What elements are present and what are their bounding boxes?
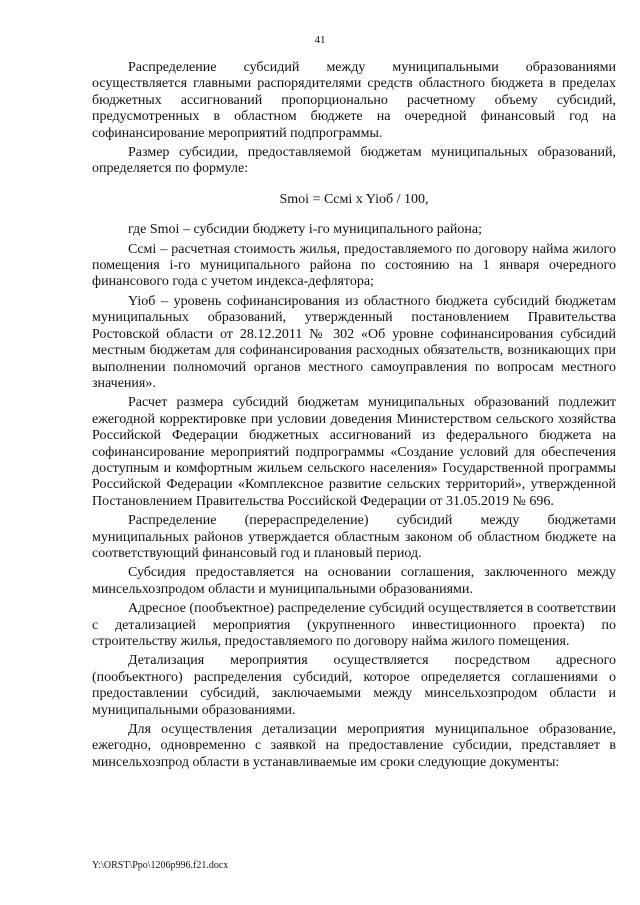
paragraph: Субсидия предоставляется на основании соглашения, заключенного между минсельхозпродом области и муниципальными образованиями. bbox=[92, 565, 616, 597]
paragraph: Расчет размера субсидий бюджетам муниципальных образований подлежит ежегодной корректировке при условии доведения Министерством сельского хозяйства Российской Федерации бюджетных ассигнований из федерального бюджета на софинансирование мероприятий подпрограммы «Создание условий для обеспечения доступным и комфортным жильем сельского населения» Государственной программы Российской Федерации «Комплексное развитие сельских территорий», утвержденной Постановлением Правительства Российской Федерации от 31.05.2019 № 696. bbox=[92, 395, 616, 509]
definition-paragraph: Yioб – уровень софинансирования из областного бюджета субсидий бюджетам муниципальных образований, утвержденный постановлением Правительства Ростовской области от 28.12.2011 № 302 «Об уровне софинансирования субсидий местным бюджетам для софинансирования расходных обязательств, возникающих при выполнении полномочий органов местного самоуправления по вопросам местного значения». bbox=[92, 293, 616, 391]
paragraph: Распределение (перераспределение) субсидий между бюджетами муниципальных районов утверждается областным законом об областном бюджете на соответствующий финансовый год и плановый период. bbox=[92, 513, 616, 561]
definition-paragraph: Ccмi – расчетная стоимость жилья, предоставляемого по договору найма жилого помещения i-го муниципального района по состоянию на 1 января очередного финансового года с учетом индекса-дефлятора; bbox=[92, 241, 616, 290]
paragraph: Для осуществления детализации мероприятия муниципальное образование, ежегодно, одновременно с заявкой на предоставление субсидии, представляет в минсельхозпрод области в устанавливаемые им сроки следующие документы: bbox=[92, 722, 616, 770]
paragraph: Адресное (пообъектное) распределение субсидий осуществляется в соответствии с детализацией мероприятия (укрупненного инвестиционного проекта) по строительству жилья, предоставляемого по договору найма жилого помещения. bbox=[92, 601, 616, 649]
paragraph: Детализация мероприятия осуществляется посредством адресного (пообъектного) распределения субсидий, которое определяется соглашениями о предоставлении субсидий, заключаемыми между минсельхозпродом области и муниципальными образованиями. bbox=[92, 653, 616, 718]
definition-paragraph: где Smoi – субсидии бюджету i-го муниципального района; bbox=[128, 222, 483, 238]
page-number: 41 bbox=[314, 34, 326, 46]
paragraph: Распределение субсидий между муниципальными образованиями осуществляется главными распорядителями средств областного бюджета в пределах бюджетных ассигнований пропорционально расчетному объему субсидий, предусмотренных в областном бюджете на очередной финансовый год на софинансирование мероприятий подпрограммы. bbox=[92, 60, 616, 141]
document-body bbox=[92, 60, 616, 774]
paragraph: Размер субсидии, предоставляемой бюджетам муниципальных образований, определяется по формуле: bbox=[92, 145, 616, 177]
footer-file-path: Y:\ORST\Ppo\1206p996.f21.docx bbox=[92, 860, 229, 871]
formula: Smoi = Ccмi x Yioб / 100, bbox=[279, 191, 429, 207]
